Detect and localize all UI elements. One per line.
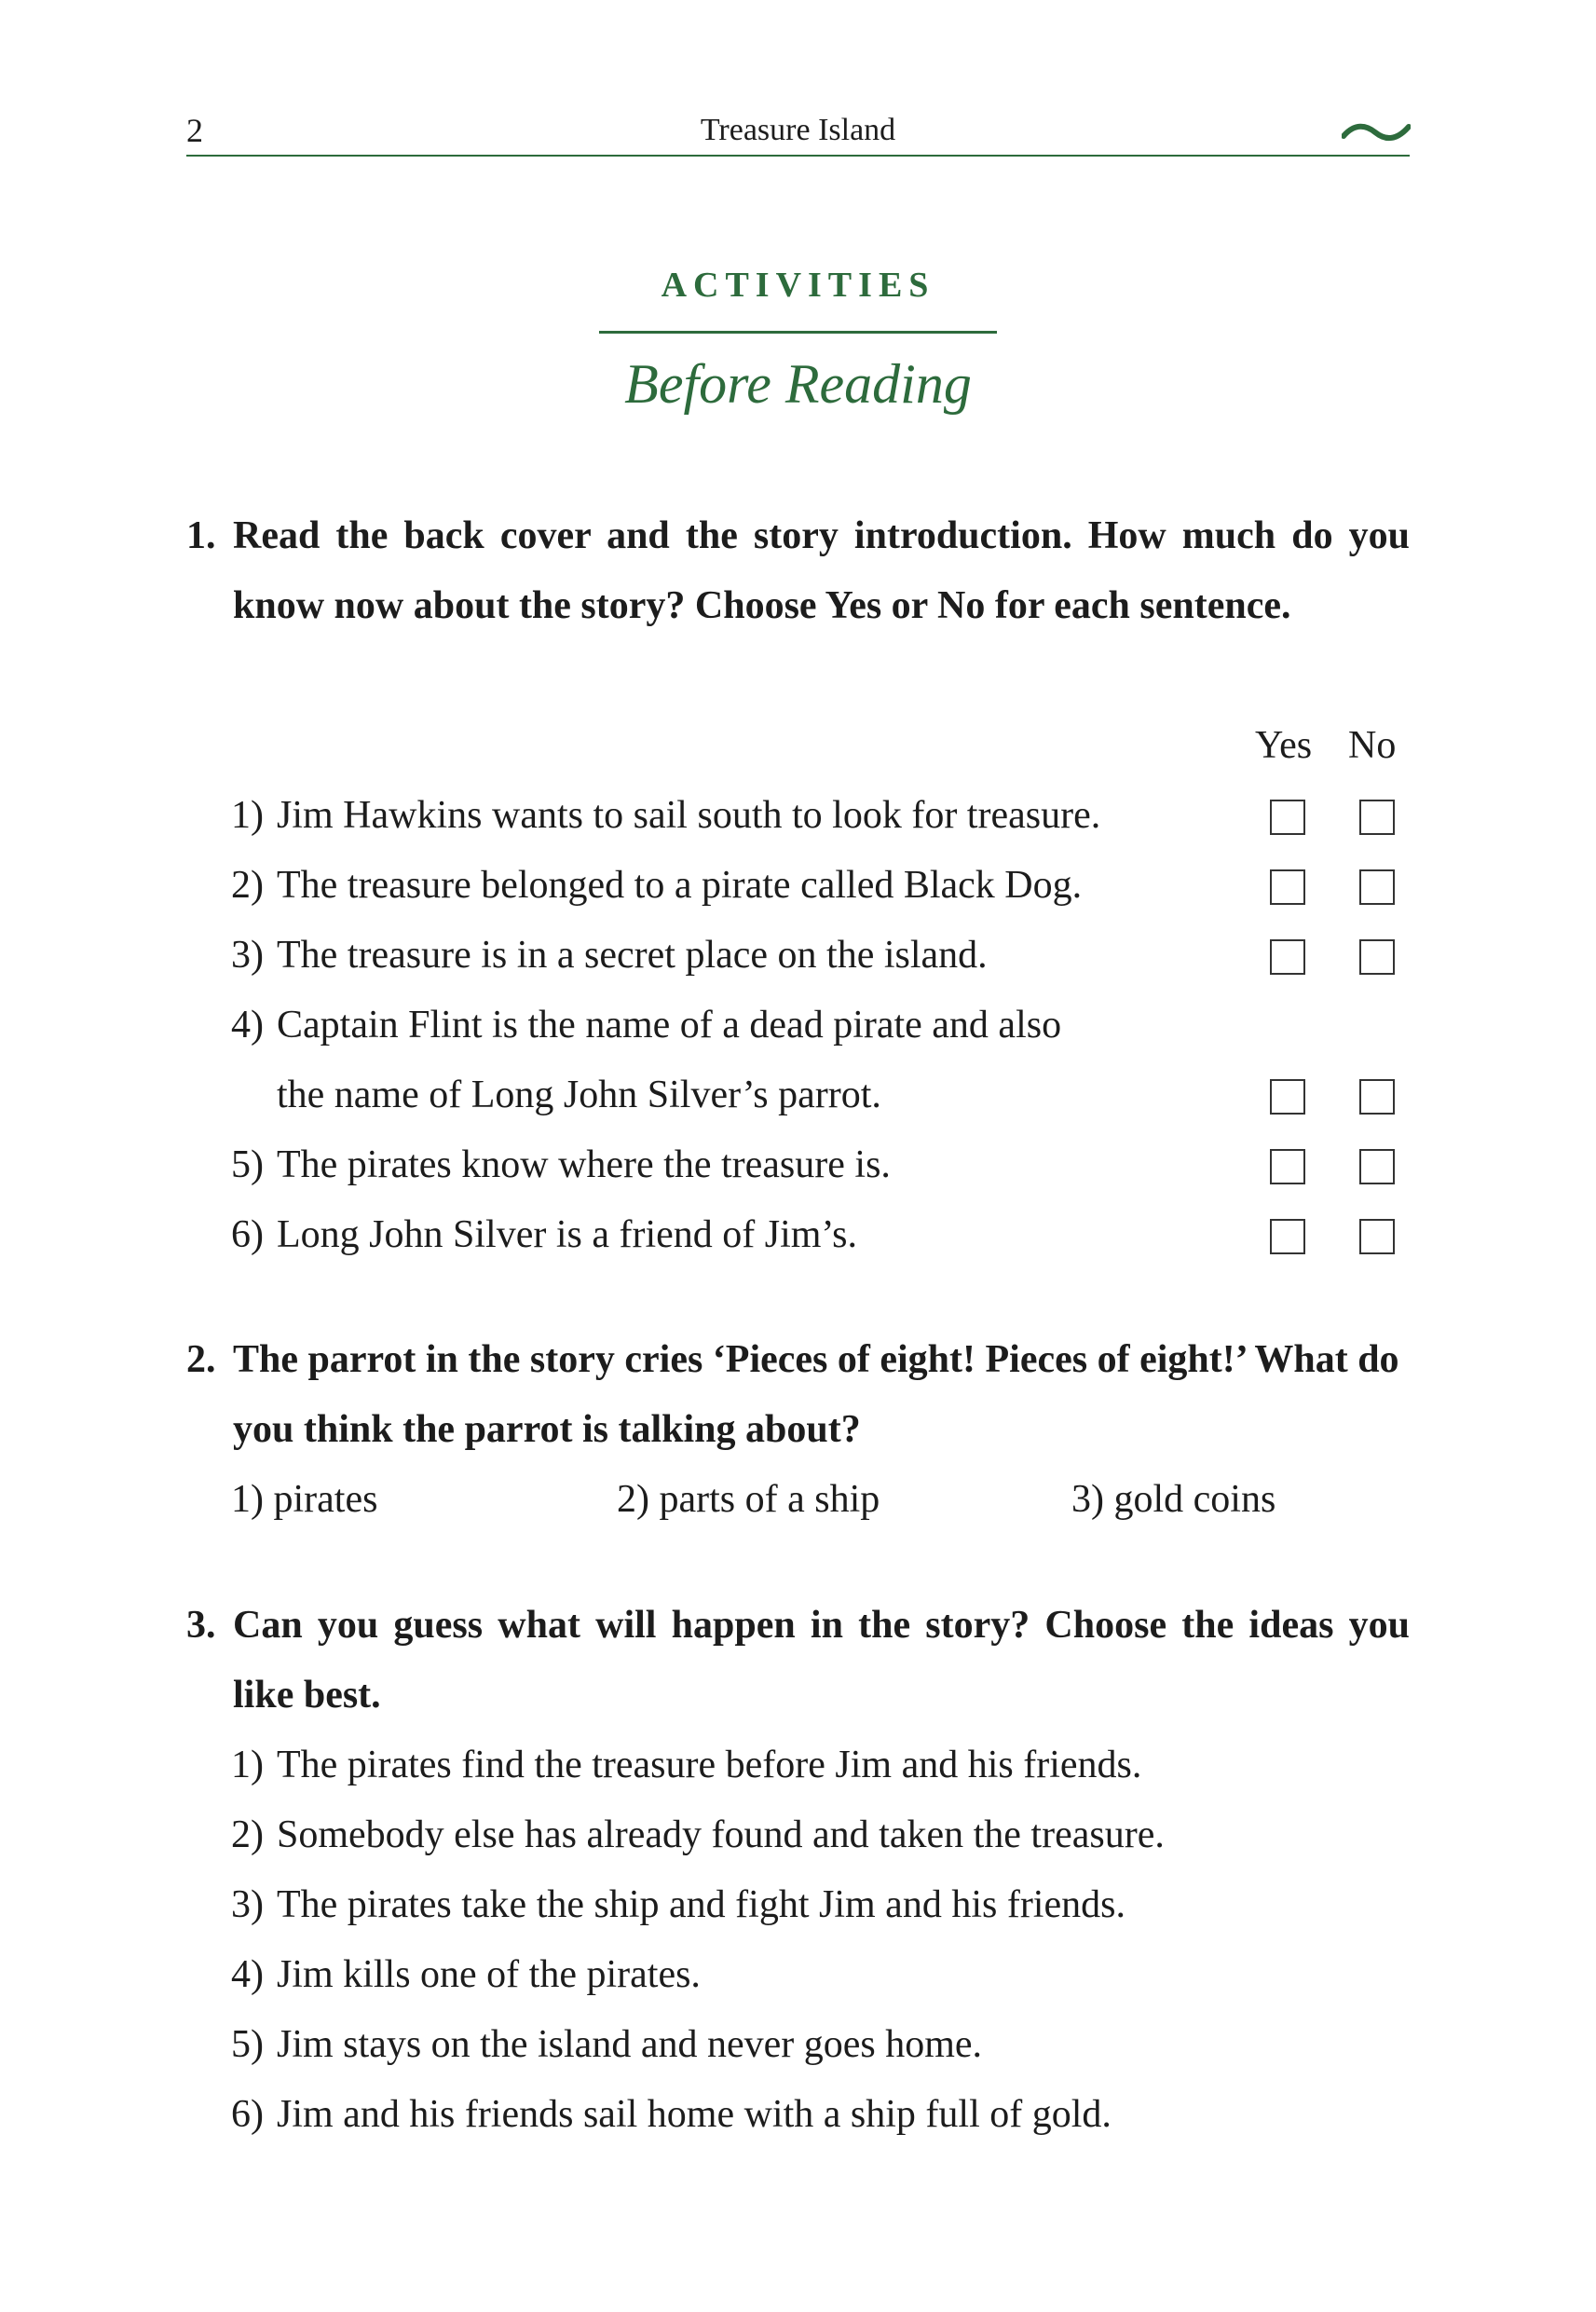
idea-number: 2) <box>231 1813 264 1856</box>
question-number: 1. <box>186 514 216 557</box>
yes-checkbox[interactable] <box>1270 939 1305 975</box>
no-checkbox[interactable] <box>1359 1079 1395 1115</box>
item-text: Jim Hawkins wants to sail south to look for treasure. <box>277 794 1101 837</box>
idea-number: 5) <box>231 2023 264 2066</box>
idea-text: Jim stays on the island and never goes home. <box>277 2023 983 2066</box>
idea-text: The pirates take the ship and fight Jim and his friends. <box>277 1883 1125 1926</box>
idea-text: The pirates find the treasure before Jim and his friends. <box>277 1744 1142 1786</box>
question-number: 2. <box>186 1338 216 1381</box>
question-number: 3. <box>186 1604 216 1647</box>
item-text: The treasure belonged to a pirate called Black Dog. <box>277 864 1083 907</box>
no-column-header: No <box>1348 724 1397 767</box>
no-checkbox[interactable] <box>1359 939 1395 975</box>
yes-checkbox[interactable] <box>1270 1079 1305 1115</box>
item-number: 3) <box>231 934 264 977</box>
item-text: The treasure is in a secret place on the island. <box>277 934 988 977</box>
yes-column-header: Yes <box>1255 724 1313 767</box>
item-text: Captain Flint is the name of a dead pirate and also <box>277 1004 1062 1047</box>
answer-option[interactable]: 3) gold coins <box>1071 1478 1276 1521</box>
item-number: 4) <box>231 1004 264 1047</box>
section-rule <box>599 331 997 334</box>
answer-option[interactable]: 2) parts of a ship <box>617 1478 880 1521</box>
item-number: 6) <box>231 1213 264 1256</box>
no-checkbox[interactable] <box>1359 1219 1395 1254</box>
idea-number: 1) <box>231 1744 264 1786</box>
question-text: Can you guess what will happen in the story? Choose the ideas you like best. <box>233 1604 1410 1717</box>
yes-checkbox[interactable] <box>1270 800 1305 835</box>
question-text: Read the back cover and the story introduction. How much do you know now about the story? Choose Yes or No for each sentence. <box>233 514 1410 627</box>
answer-option[interactable]: 1) pirates <box>231 1478 378 1521</box>
idea-number: 6) <box>231 2093 264 2136</box>
idea-number: 3) <box>231 1883 264 1926</box>
idea-text: Jim kills one of the pirates. <box>277 1953 701 1996</box>
section-subtitle: Before Reading <box>624 353 972 415</box>
no-checkbox[interactable] <box>1359 869 1395 905</box>
item-number: 1) <box>231 794 264 837</box>
item-text-continued: the name of Long John Silver’s parrot. <box>277 1074 881 1116</box>
yes-checkbox[interactable] <box>1270 869 1305 905</box>
item-number: 5) <box>231 1143 264 1186</box>
swash-ornament-icon <box>1342 116 1411 149</box>
running-title: Treasure Island <box>700 113 896 147</box>
section-title: ACTIVITIES <box>661 266 935 305</box>
item-number: 2) <box>231 864 264 907</box>
header-rule <box>186 155 1410 157</box>
yes-checkbox[interactable] <box>1270 1219 1305 1254</box>
idea-text: Jim and his friends sail home with a ship full of gold. <box>277 2093 1112 2136</box>
yes-checkbox[interactable] <box>1270 1149 1305 1184</box>
idea-number: 4) <box>231 1953 264 1996</box>
no-checkbox[interactable] <box>1359 800 1395 835</box>
no-checkbox[interactable] <box>1359 1149 1395 1184</box>
item-text: The pirates know where the treasure is. <box>277 1143 891 1186</box>
idea-text: Somebody else has already found and taken the treasure. <box>277 1813 1165 1856</box>
page-number: 2 <box>186 112 203 149</box>
question-text: The parrot in the story cries ‘Pieces of eight! Pieces of eight!’ What do you think the parrot is talking about? <box>233 1338 1399 1451</box>
item-text: Long John Silver is a friend of Jim’s. <box>277 1213 857 1256</box>
